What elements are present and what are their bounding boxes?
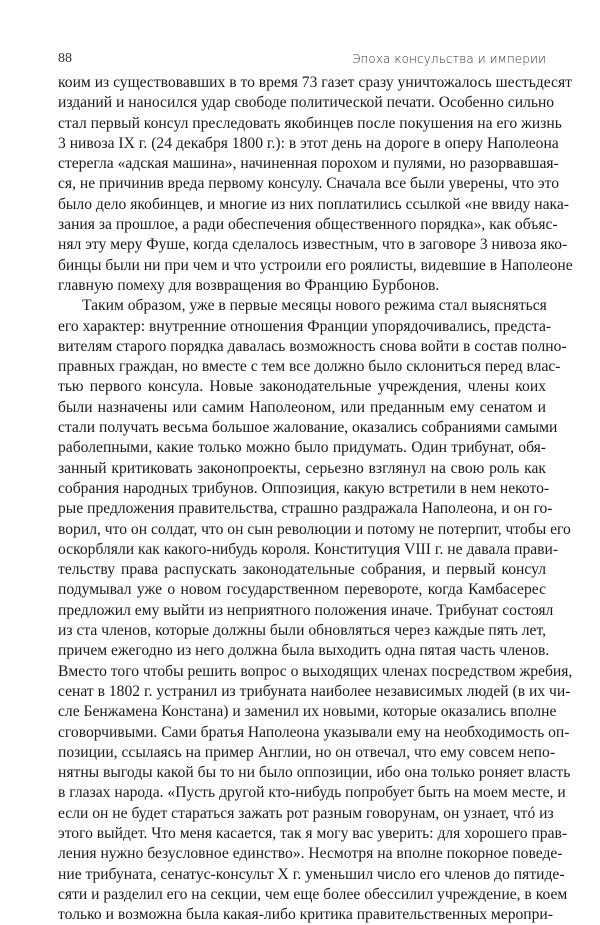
text-line: зания за прошлое, а ради обеспечения общественного порядка», как объяс- <box>58 216 558 234</box>
text-line: собрания народных трибунов. Оппозиция, какую встретили в нем некото- <box>58 479 550 497</box>
paragraph <box>58 73 573 296</box>
paragraph <box>58 296 573 925</box>
text-line: правных граждан, но вместе с тем все должно было склониться перед влас- <box>58 358 561 376</box>
text-line: если он не будет стараться зажать рот разным говорунам, он узнает, чтó из <box>58 804 554 822</box>
text-line: 3 нивоза IX г. (24 декабря 1800 г.): в этот день на дороге в оперу Наполеона <box>58 134 559 152</box>
text-line: тью первого консула. Новые законодательные учреждения, члены коих <box>58 378 546 396</box>
text-line: главную помеху для возвращения во Францию Бурбонов. <box>58 276 440 294</box>
text-line: стал первый консул преследовать якобинцев после покушения на его жизнь <box>58 114 562 132</box>
page-body <box>58 73 573 925</box>
text-line: бинцы были ни при чем и что устроили его роялисты, видевшие в Наполеоне <box>58 256 573 274</box>
text-line: Таким образом, уже в первые месяцы нового режима стал выясняться <box>82 297 547 315</box>
text-line: было дело якобинцев, и многие из них поплатились ссылкой «не ввиду нака- <box>58 195 569 213</box>
text-line: были назначены или самим Наполеоном, или преданным ему сенатом и <box>58 398 546 416</box>
text-line: причем ежегодно из него должна была выходить одна пятая часть членов. <box>58 642 550 660</box>
text-line: нял эту меру Фуше, когда сделалось известным, что в заговоре 3 нивоза яко- <box>58 236 568 254</box>
text-line: ся, не причинив вреда первому консулу. Сначала все были уверены, что это <box>58 175 560 193</box>
text-line: в глазах народа. «Пусть другой кто-нибудь попробует быть на моем месте, и <box>58 784 566 802</box>
text-line: коим из существовавших в то время 73 газет сразу уничтожалось шестьдесят <box>58 74 572 91</box>
text-line: нятны выгоды какой бы то ни было оппозиции, ибо она только роняет власть <box>58 764 571 782</box>
text-line: тельству права распускать законодательные собрания, и первый консул <box>58 561 546 579</box>
running-title: Эпоха консульства и империи <box>351 52 546 66</box>
text-line: ворил, что он солдат, что он сын революции и потому не потерпит, чтобы его <box>58 520 571 538</box>
text-line: стали получать весьма большое жалование, оказались собраниями самыми <box>58 419 558 437</box>
text-line: этого выйдет. Что меня касается, так я могу вас уверить: для хорошего прав- <box>58 824 568 842</box>
text-line: раболепными, какие только можно было придумать. Один трибунат, обя- <box>58 439 546 457</box>
text-line: вителям старого порядка давалась возможность снова войти в состав полно- <box>58 337 567 355</box>
text-line: из ста членов, которые должны были обновляться через каждые пять лет, <box>58 622 546 640</box>
text-line: занный критиковать законопроекты, серьезно взглянул на свою роль как <box>58 459 546 477</box>
text-line: его характер: внутренние отношения Франции упорядочивались, предста- <box>58 317 552 335</box>
text-line: Вместо того чтобы решить вопрос о выходящих членах посредством жребия, <box>58 662 573 680</box>
text-line: рые предложения правительства, страшно раздражала Наполеона, и он го- <box>58 500 553 518</box>
page-header <box>58 51 546 69</box>
text-line: сговорчивыми. Сами братья Наполеона указывали ему на необходимость оп- <box>58 723 570 741</box>
text-line: сяти и разделил его на секции, чем еще более обессилил учреждение, в коем <box>58 885 568 903</box>
text-line: оскорбляли как какого-нибудь короля. Конституция VIII г. не давала прави- <box>58 540 559 558</box>
text-line: позиции, ссылаясь на пример Англии, но он отвечал, что ему совсем непо- <box>58 743 556 761</box>
text-line: подумывал уже о новом государственном перевороте, когда Камбасерес <box>58 581 546 599</box>
text-line: изданий и наносился удар свободе политической печати. Особенно сильно <box>58 94 555 112</box>
text-line: предложил ему выйти из неприятного положения иначе. Трибунат состоял <box>58 601 554 619</box>
text-line: ние трибуната, сенатус-консульт X г. уменьшил число его членов до пятиде- <box>58 865 565 883</box>
text-line: сенат в 1802 г. устранил из трибуната наиболее независимых людей (в их чи- <box>58 682 571 700</box>
text-line: стерегла «адская машина», начиненная порохом и пулями, но разорвавшая- <box>58 155 559 173</box>
text-line: ления нужно безусловное единство». Несмотря на вполне покорное поведе- <box>58 845 563 863</box>
text-line: только и возможна была какая-либо критика правительственных меропри- <box>58 906 553 924</box>
page-number: 88 <box>58 51 72 66</box>
text-line: сле Бенжамена Констана) и заменил их новыми, которые оказались вполне <box>58 703 557 721</box>
